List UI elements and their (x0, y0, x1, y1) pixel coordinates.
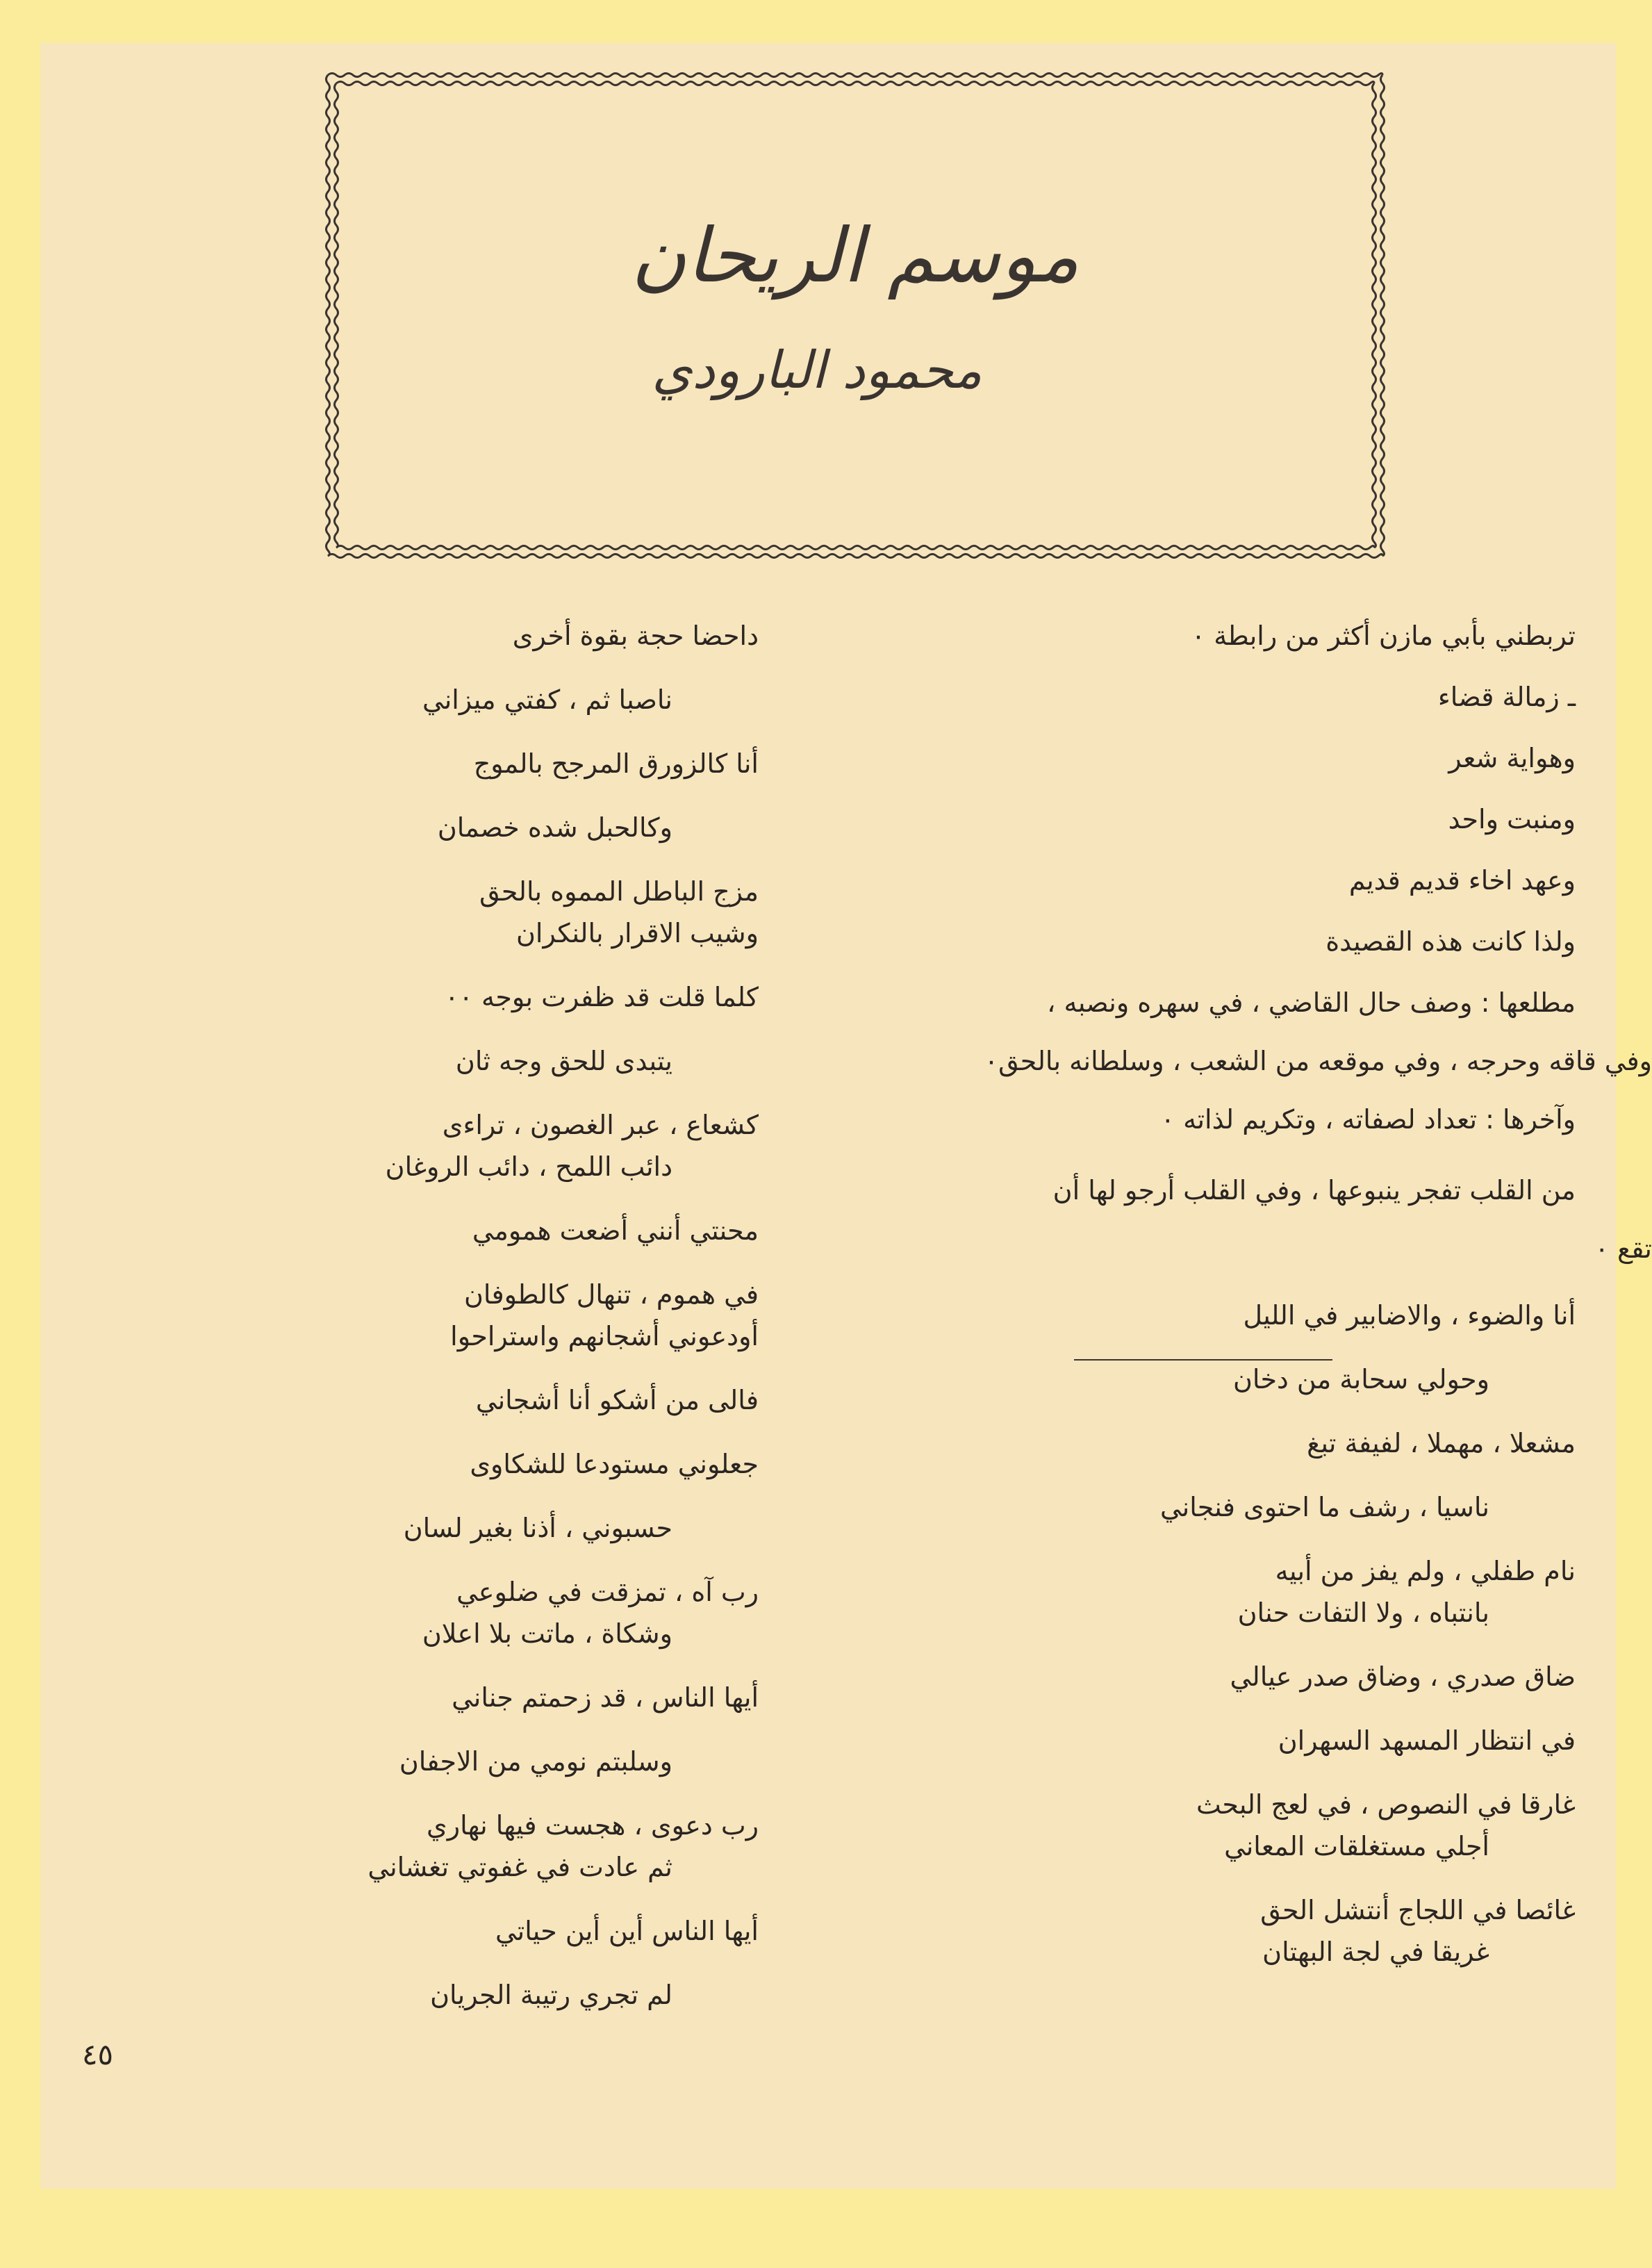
frame-wave-line (336, 82, 1374, 85)
frame-wave-line (1373, 83, 1376, 548)
verse-line: رب دعوى ، هجست فيها نهاري (426, 1810, 759, 1841)
intro-line: تقع ٠ (1594, 1233, 1652, 1264)
intro-line: وفي قاقه وحرجه ، وفي موقعه من الشعب ، وسلطانه بالحق٠ (984, 1046, 1652, 1076)
verse-line: ضاق صدري ، وضاق صدر عيالي (1230, 1661, 1576, 1692)
verse-line: وحولي سحابة من دخان (1232, 1364, 1489, 1395)
verse-line: في انتظار المسهد السهران (1278, 1725, 1576, 1756)
verse-line: لم تجري رتيبة الجريان (430, 1980, 672, 2010)
verse-line: وشيب الاقرار بالنكران (515, 918, 759, 948)
poem-title: موسم الريحان (631, 213, 1080, 299)
frame-wave-line (1381, 75, 1385, 556)
verse-line: أيها الناس أين أين حياتي (495, 1916, 759, 1946)
intro-line: ولذا كانت هذه القصيدة (1325, 926, 1576, 957)
verse-line: غائصا في اللجاج أنتشل الحق (1260, 1895, 1576, 1925)
verse-line: وشكاة ، ماتت بلا اعلان (422, 1618, 672, 1649)
verse-line: ناسيا ، رشف ما احتوى فنجاني (1159, 1492, 1489, 1522)
verse-line: رب آه ، تمزقت في ضلوعي (456, 1577, 759, 1607)
intro-line: وهواية شعر (1448, 743, 1576, 773)
intro-line: من القلب تفجر ينبوعها ، وفي القلب أرجو لها أن (1052, 1175, 1576, 1206)
verse-line: أيها الناس ، قد زحمتم جناني (452, 1682, 759, 1713)
verse-line: كلما قلت قد ظفرت بوجه ٠٠ (445, 982, 759, 1012)
verse-line: ناصبا ثم ، كفتي ميزاني (422, 684, 672, 715)
intro-line: ومنبت واحد (1448, 804, 1576, 835)
verse-line: في هموم ، تنهال كالطوفان (463, 1279, 759, 1310)
verse-line: بانتباه ، ولا التفات حنان (1237, 1597, 1489, 1628)
verse-line: داحضا حجة بقوة أخرى (512, 621, 759, 651)
verse-line: كشعاع ، عبر الغصون ، تراءى (442, 1110, 759, 1140)
verse-line: أنا كالزورق المرجح بالموج (473, 748, 759, 779)
frame-wave-line (335, 83, 338, 548)
page-number: ٤٥ (82, 2037, 114, 2071)
frame-wave-line (328, 554, 1382, 558)
verse-line: أنا والضوء ، والاضابير في الليل (1243, 1300, 1576, 1331)
verse-line: غريقا في لجة البهتان (1262, 1937, 1489, 1967)
verse-line: يتبدى للحق وجه ثان (455, 1046, 672, 1076)
frame-wave-line (336, 546, 1374, 550)
wavy-frame-border (322, 69, 1388, 561)
intro-line: ـ زمالة قضاء (1437, 682, 1576, 712)
poem-author: محمود البارودي (652, 340, 982, 400)
intro-line: وعهد اخاء قديم قديم (1348, 865, 1576, 896)
verse-line: محنتي أنني أضعت همومي (472, 1215, 759, 1246)
verse-line: أجلي مستغلقات المعاني (1224, 1831, 1489, 1862)
title-frame (322, 69, 1388, 561)
page (40, 43, 1652, 2189)
verse-line: وكالحبل شده خصمان (437, 812, 672, 843)
section-divider (1074, 1359, 1332, 1361)
verse-line: فالى من أشكو أنا أشجاني (475, 1385, 759, 1415)
frame-wave-line (328, 74, 1382, 77)
verse-line: أودعوني أشجانهم واستراحوا (450, 1321, 759, 1351)
verse-line: مزج الباطل المموه بالحق (479, 876, 759, 907)
verse-line: جعلوني مستودعا للشكاوى (470, 1449, 759, 1479)
verse-line: مشعلا ، مهملا ، لفيفة تبغ (1307, 1428, 1576, 1458)
verse-line: دائب اللمح ، دائب الروغان (385, 1151, 672, 1182)
intro-line: تربطني بأبي مازن أكثر من رابطة ٠ (1191, 621, 1576, 651)
verse-line: ثم عادت في غفوتي تغشاني (367, 1852, 672, 1882)
intro-line: مطلعها : وصف حال القاضي ، في سهره ونصبه ، (1047, 987, 1576, 1018)
verse-line: غارقا في النصوص ، في لعج البحث (1196, 1789, 1576, 1820)
verse-line: وسلبتم نومي من الاجفان (399, 1746, 672, 1777)
verse-line: حسبوني ، أذنا بغير لسان (403, 1513, 672, 1543)
intro-line: وآخرها : تعداد لصفاته ، وتكريم لذاته ٠ (1160, 1104, 1576, 1135)
frame-wave-line (327, 75, 330, 556)
verse-line: نام طفلي ، ولم يفز من أبيه (1275, 1556, 1576, 1586)
